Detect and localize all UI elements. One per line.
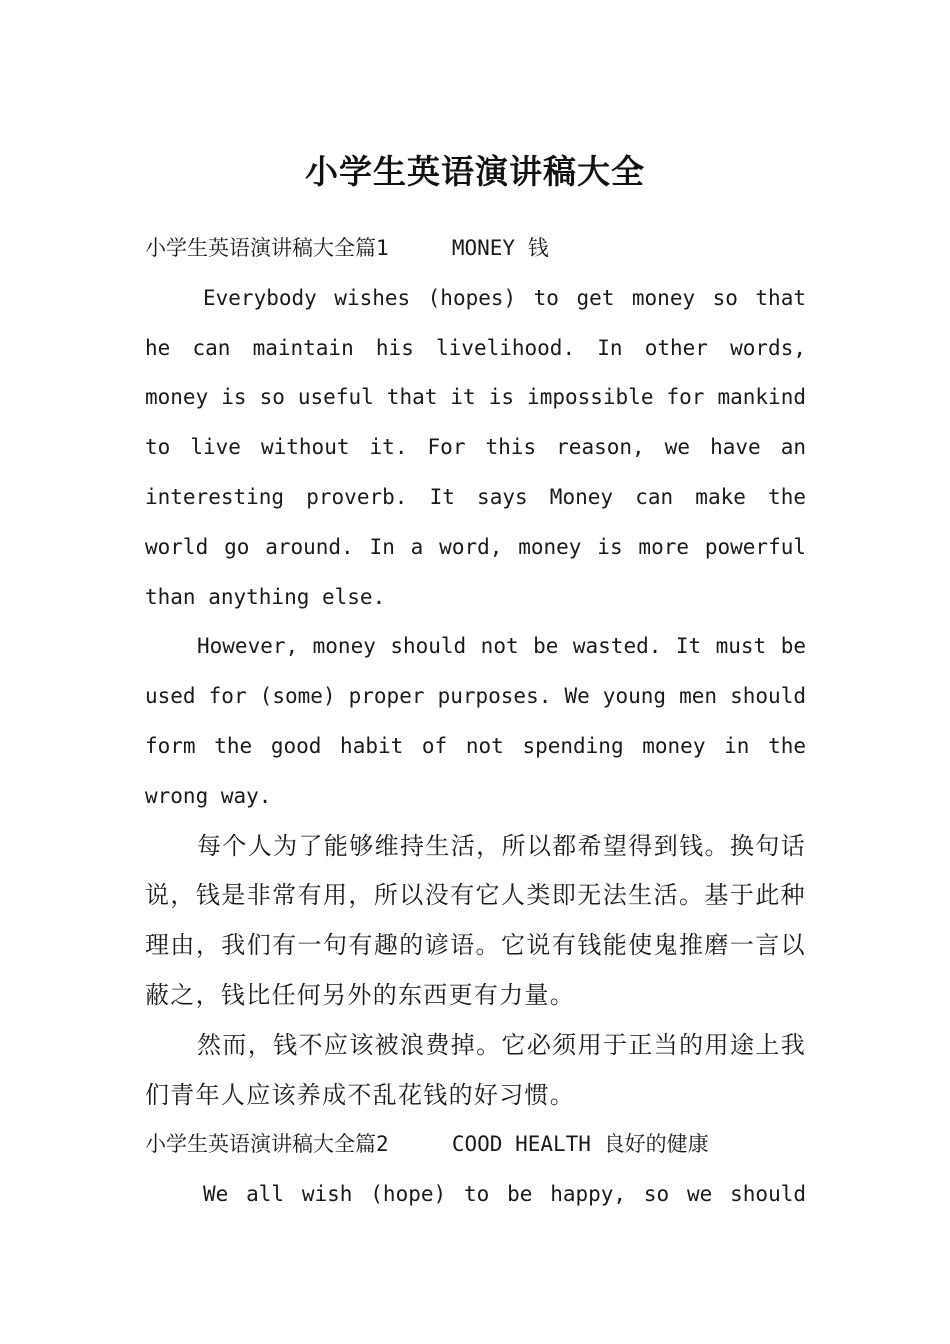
section-heading: 小学生英语演讲稿大全篇1 MONEY 钱 <box>145 236 549 260</box>
paragraph: We all wish (hope) to be happy, so we should <box>203 1182 806 1207</box>
paragraph: Everybody wishes (hopes) to get money so that he can maintain his livelihood. In other words, money is so useful that it is impossible for mankind to live without it. For this reason, we have an interesting proverb. It says Money can make the world go around. In a word, money is more powerful than anything else. <box>145 285 806 609</box>
paragraph: 然而，钱不应该被浪费掉。它必须用于正当的用途上我们青年人应该养成不乱花钱的好习惯。 <box>145 1030 806 1109</box>
paragraph: 每个人为了能够维持生活，所以都希望得到钱。换句话说，钱是非常有用，所以没有它人类即无法生活。基于此种理由，我们有一句有趣的谚语。它说有钱能使鬼推磨一言以蔽之，钱比任何另外的东西更有力量。 <box>145 831 806 1009</box>
document-body <box>145 224 806 1220</box>
paragraph: However, money should not be wasted. It must be used for (some) proper purposes. We young men should form the good habit of not spending money in the wrong way. <box>145 634 806 808</box>
section-heading: 小学生英语演讲稿大全篇2 COOD HEALTH 良好的健康 <box>145 1132 709 1157</box>
document-title: 小学生英语演讲稿大全 <box>305 152 645 192</box>
